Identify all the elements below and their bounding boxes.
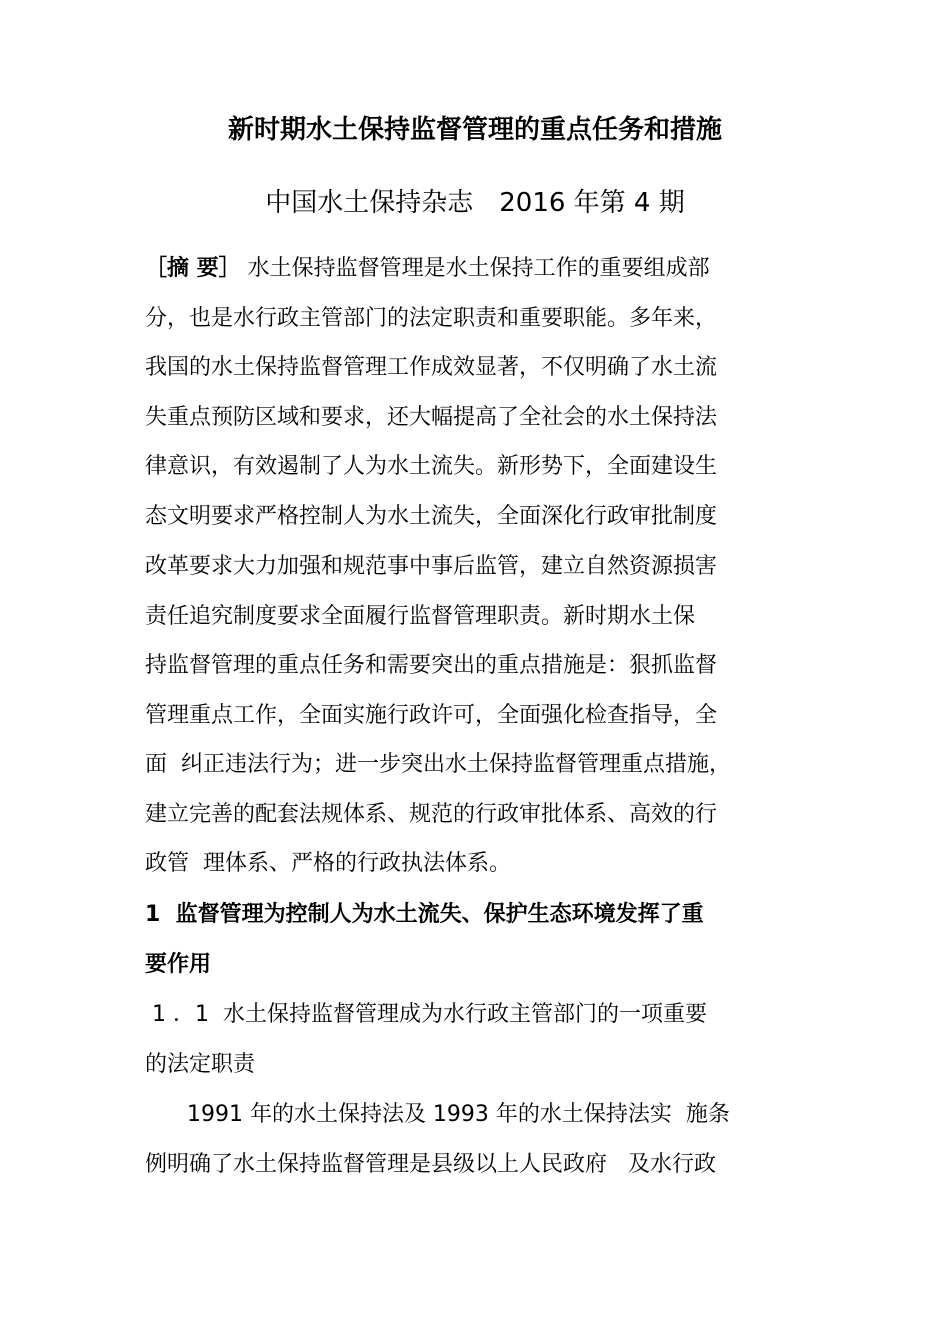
body-line: 1991 年的水土保持法及 1993 年的水土保持法实 施条 bbox=[145, 1102, 730, 1127]
abstract-line: 律意识，有效遏制了人为水土流失。新形势下，全面建设生 bbox=[145, 454, 718, 479]
abstract-line: 态文明要求严格控制人为水土流失，全面深化行政审批制度 bbox=[145, 504, 718, 529]
abstract-line: 持监督管理的重点任务和需要突出的重点措施是：狠抓监督 bbox=[145, 653, 718, 678]
abstract-line: 管理重点工作，全面实施行政许可，全面强化检查指导，全 bbox=[145, 703, 718, 728]
body-line: 例明确了水土保持监督管理是县级以上人民政府 及水行政 bbox=[145, 1152, 716, 1177]
abstract-line: 建立完善的配套法规体系、规范的行政审批体系、高效的行 bbox=[145, 802, 718, 827]
abstract-line: 我国的水土保持监督管理工作成效显著，不仅明确了水土流 bbox=[145, 355, 718, 380]
subsection-heading: 1 ．1 水土保持监督管理成为水行政主管部门的一项重要 bbox=[145, 1002, 707, 1027]
subsection-heading: 的法定职责 bbox=[145, 1052, 256, 1077]
section-heading: 1 监督管理为控制人为水土流失、保护生态环境发挥了重 bbox=[145, 902, 704, 927]
abstract-line: 改革要求大力加强和规范事中事后监管，建立自然资源损害 bbox=[145, 554, 718, 579]
abstract-line bbox=[145, 252, 710, 286]
abstract-text: 水土保持监督管理是水土保持工作的重要组成部 bbox=[240, 256, 710, 281]
document-subtitle: 中国水土保持杂志 2016 年第 4 期 bbox=[265, 188, 685, 218]
section-heading: 要作用 bbox=[145, 952, 212, 977]
abstract-label: ［摘 要］ bbox=[145, 256, 241, 281]
document-title: 新时期水土保持监督管理的重点任务和措施 bbox=[227, 115, 722, 145]
abstract-line: 责任追究制度要求全面履行监督管理职责。新时期水土保 bbox=[145, 604, 696, 629]
abstract-line: 失重点预防区域和要求，还大幅提高了全社会的水土保持法 bbox=[145, 405, 718, 430]
abstract-line: 分，也是水行政主管部门的法定职责和重要职能。多年来， bbox=[145, 306, 718, 331]
abstract-line: 面 纠正违法行为；进一步突出水土保持监督管理重点措施， bbox=[145, 752, 731, 777]
abstract-line: 政管 理体系、严格的行政执法体系。 bbox=[145, 851, 511, 876]
